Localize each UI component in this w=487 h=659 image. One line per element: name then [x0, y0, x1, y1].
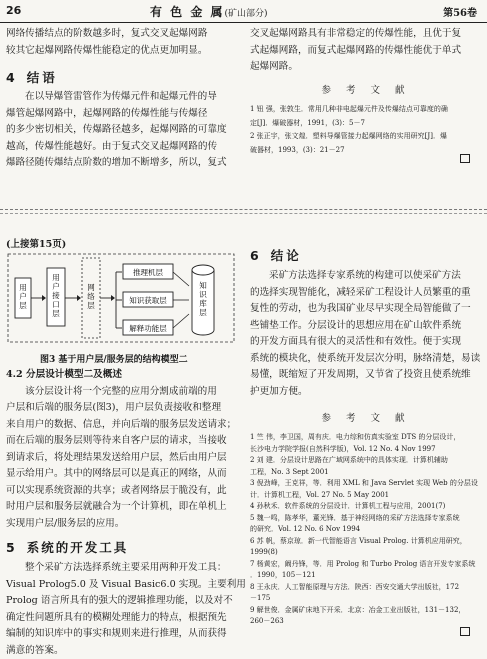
top-left-column — [6, 26, 242, 172]
text-line: 护更加方便。 — [250, 384, 482, 401]
text-line: 到请求后，将处理结果发送给用户层，然后由用户层 — [6, 450, 242, 467]
explain-layer-label: 解释功能层 — [129, 323, 167, 333]
reference-item: －175 — [250, 593, 482, 605]
text-line: 确定性问题所具有的模糊处理能力的特点，根据预先 — [6, 610, 242, 627]
journal-title: 有 色 金 属(矿山部分) — [150, 3, 268, 20]
text-line: 越高，传爆性能越好。由于复式交叉起爆网路的传 — [6, 139, 242, 156]
text-line: 网络传播结点的阶数越多时，复式交叉起爆网路 — [6, 26, 242, 43]
reference-item: 7 杨黄宏，阚丹锋，等．用 Prolog 和 Turbo Prolog 语言开发专家系统 — [250, 559, 482, 571]
reference-item: 破器材，1993，(3)：21－27 — [250, 144, 482, 158]
reference-item: 8 王永庆．人工智能原理与方法．陕西：西安交通大学出版社，172 — [250, 582, 482, 594]
reference-item: 计．计算机工程，Vol. 27 No. 5 May 2001 — [250, 490, 482, 502]
end-mark — [460, 154, 470, 163]
reference-item: ．1990，105－121 — [250, 570, 482, 582]
top-right-column — [250, 26, 482, 76]
page-number: 26 — [6, 4, 21, 17]
text-line: 满意的答案。 — [6, 643, 242, 659]
reference-item: 2 刘 建．分层设计思路在广域网系统中的具体实现．计算机辅助 — [250, 455, 482, 467]
text-line: Prolog 语言所具有的强大的逻辑推理功能，以及对不 — [6, 593, 242, 610]
text-line: 来自用户的数据、信息，并向后端的服务层发送请求； — [6, 417, 242, 434]
structure-diagram — [4, 252, 240, 347]
text-line: 系统的模块化，使系统开发层次分明，脉络清楚，易读 — [250, 351, 482, 368]
reference-item: 长沙电力学院学报(自然科学版)，Vol. 12 No. 4 Nov 1997 — [250, 444, 482, 456]
section-heading-6: 6 结论 — [250, 244, 482, 268]
section-heading-4: 4 结语 — [6, 67, 242, 89]
user-interface-layer-label: 用户接口层 — [52, 273, 60, 318]
reference-item: 1 竺 伟，李卫国，周有庆．电力综和仿真实验室 DTS 的分层设计， — [250, 432, 482, 444]
text-line: 显示给用户。其中的网络层可以是真正的网络，从而 — [6, 466, 242, 483]
reference-item: 工程，No. 3 Sept 2001 — [250, 467, 482, 479]
reference-item: 1999(8) — [250, 547, 482, 559]
subsection-heading: 4.2 分层设计模型二及概述 — [6, 367, 242, 384]
text-line: 可以实现系统资源的共享；或者网络层于脆没有，此 — [6, 483, 242, 500]
text-line: 的多少密切相关，传爆路径越多，起爆网路的可靠度 — [6, 122, 242, 139]
knowledge-acquisition-layer-label: 知识获取层 — [129, 295, 167, 305]
text-line: 整个采矿方法选择系统主要采用两种开发工具： — [6, 560, 242, 577]
reference-item: 9 解世俊．金属矿床地下开采．北京：冶金工业出版社，131－132， — [250, 605, 482, 617]
reference-item: 定[J]．爆破器材，1991，(3)：5－7 — [250, 117, 482, 131]
references-heading: 参 考 文 献 — [250, 82, 482, 96]
continued-from-label: (上接第15页) — [6, 236, 66, 250]
text-line: 爆管起爆网路中，起爆网路的传爆性能与传爆径 — [6, 106, 242, 123]
text-line: 些铺垫工作。分层设计的思想应用在矿山软件系统 — [250, 318, 482, 335]
text-line: 户层和后端的服务层(图3)，用户层负责接收和整理 — [6, 400, 242, 417]
text-line: 在以导爆管雷管作为传爆元件和起爆元件的导 — [6, 89, 242, 106]
text-line: Visual Prolog5.0 及 Visual Basic6.0 实现。主要利用 — [6, 577, 242, 594]
reference-item: 2 张正宇，张文煌．塑料导爆管接力起爆网络的实用研究[J]．爆 — [250, 130, 482, 144]
arrow-head — [42, 295, 46, 301]
references-heading: 参 考 文 献 — [250, 410, 482, 424]
figure-caption: 图3 基于用户层/服务层的结构模型二 — [40, 352, 188, 365]
text-line: 交叉起爆网路具有非常稳定的传爆性能，且优于复 — [250, 26, 482, 43]
reference-item: 1 钮 强，张敦生．常用几种非电起爆元件及传爆结点可靠度的确 — [250, 103, 482, 117]
text-line: 而在后端的服务层则等待来自客户层的请求，当接收 — [6, 433, 242, 450]
text-line: 式起爆网路，而复式起爆网路的传爆性能优于单式 — [250, 43, 482, 60]
section-divider — [0, 213, 487, 214]
text-line: 的选择实现智能化，减轻采矿工程设计人员繁重的重 — [250, 285, 482, 302]
text-line: 较其它起爆网路传爆性能稳定的优点更加明显。 — [6, 43, 242, 60]
text-line: 易懂，既缩短了开发周期，又节省了投资且使系统维 — [250, 367, 482, 384]
text-line: 时用户层和服务层就融合为一个计算机，即在单机上 — [6, 499, 242, 516]
top-references — [250, 103, 482, 157]
volume-label: 第56卷 — [443, 4, 477, 19]
reference-item: 260－263 — [250, 616, 482, 628]
bottom-references — [250, 432, 482, 628]
bottom-right-column — [250, 244, 482, 400]
inference-layer-label: 推理机层 — [133, 267, 163, 277]
end-mark — [460, 627, 470, 636]
text-line: 采矿方法选择专家系统的构建可以使采矿方法 — [250, 268, 482, 285]
text-line: 爆路径随传爆结点阶数的增加不断增多，所以，复式 — [6, 155, 242, 172]
text-line: 复性的劳动，也为我国矿业尽早实现全局智能做了一 — [250, 301, 482, 318]
text-line: 的开发方面具有很大的灵活性和有效性。便于实现 — [250, 334, 482, 351]
text-line: 起爆网路。 — [250, 59, 482, 76]
reference-item: 的研究．Vol. 12 No. 6 Nov 1994 — [250, 524, 482, 536]
section-divider — [0, 209, 487, 210]
section-heading-5: 5 系统的开发工具 — [6, 536, 242, 560]
arrow-head — [111, 295, 115, 301]
arrow-head — [77, 295, 81, 301]
reference-item: 5 魏一鸣，陈孝华，董光锋．基于神经网络的采矿方法选择专家系统 — [250, 513, 482, 525]
page-header — [0, 0, 487, 23]
bottom-left-column — [6, 367, 242, 659]
network-layer-label: 网络层 — [87, 283, 95, 310]
user-layer-label: 用户层 — [19, 283, 27, 310]
knowledge-base-label: 知识库层 — [199, 280, 207, 317]
text-line: 该分层设计将一个完整的应用分割成前端的用 — [6, 384, 242, 401]
reference-item: 6 苏 帆，蔡京琼．新一代智能语言 Visual Prolog. 计算机应用研究， — [250, 536, 482, 548]
text-line: 编制的知识库中的事实和规则来进行推理，从而获得 — [6, 626, 242, 643]
text-line: 实现用户层/服务层的应用。 — [6, 516, 242, 533]
reference-item: 3 倪劲峰，王克祥，等．利用 XML 和 Java Servlet 实现 Web 的分层设 — [250, 478, 482, 490]
reference-item: 4 孙秋禾．软件系统的分层设计．计算机工程与应用，2001(7) — [250, 501, 482, 513]
